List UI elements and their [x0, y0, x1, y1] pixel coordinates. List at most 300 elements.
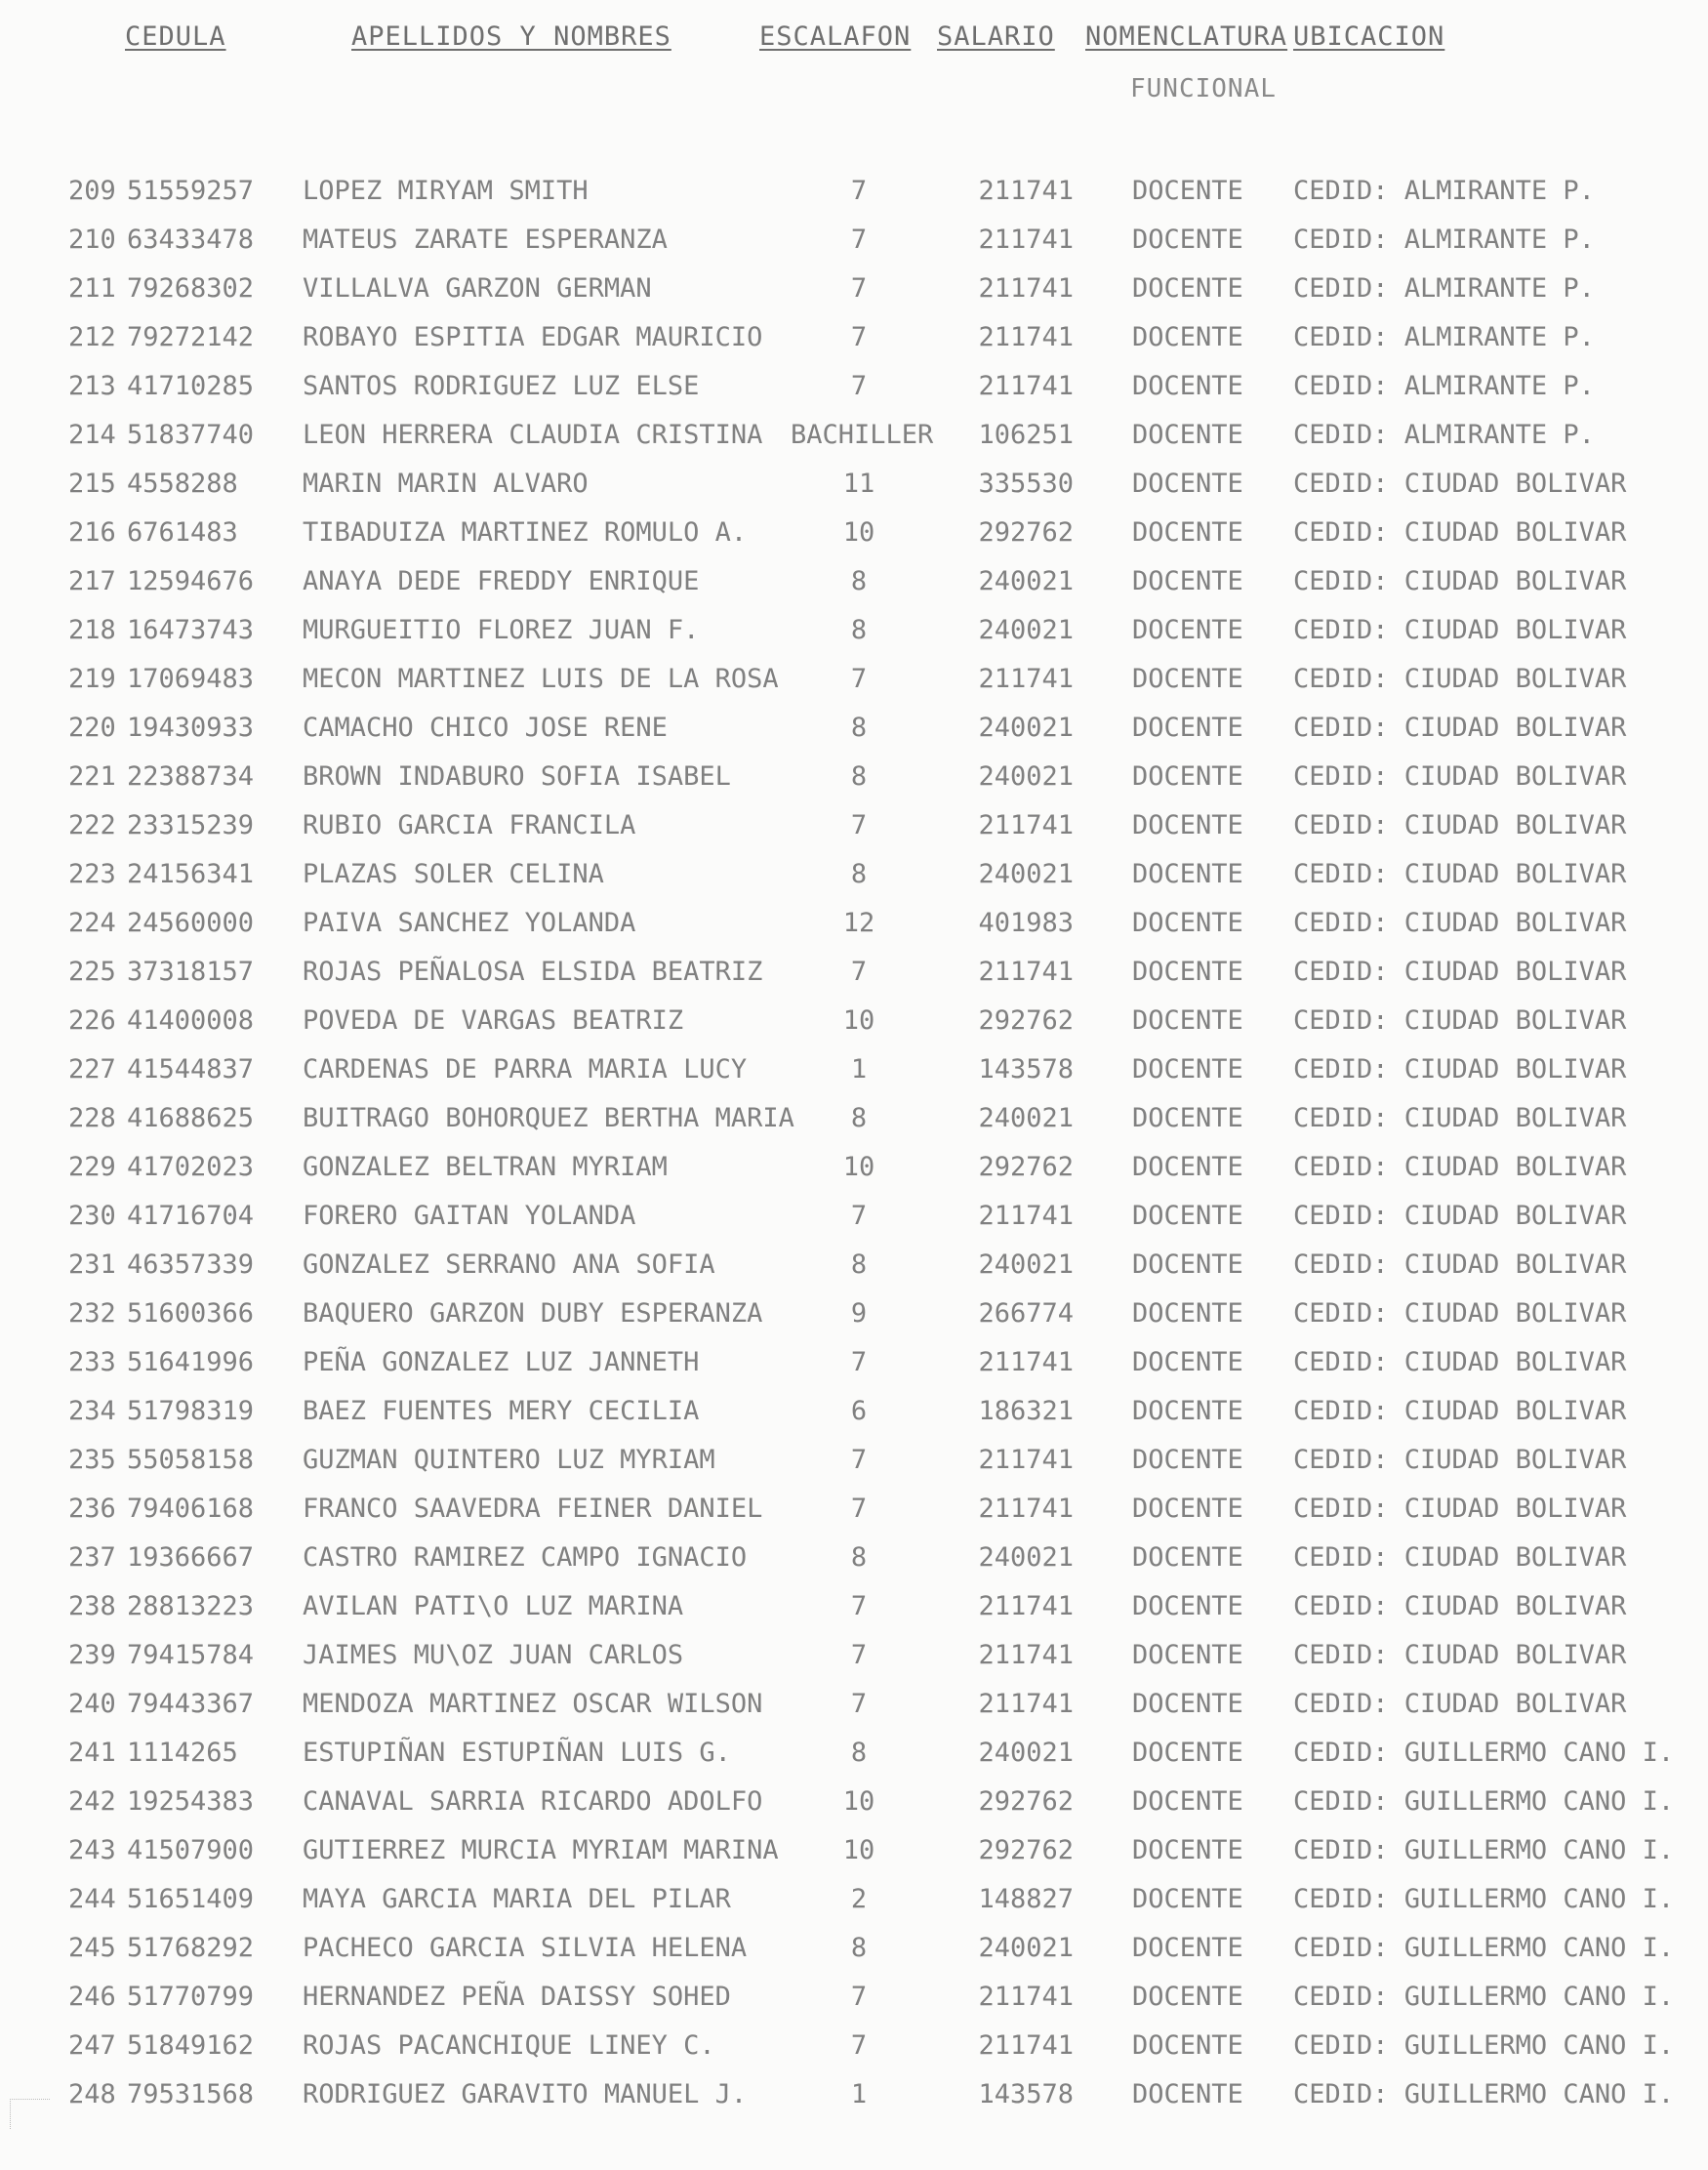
table-row	[0, 802, 1708, 851]
cedula-cell: 51600366	[127, 1298, 255, 1329]
record-number: 231	[68, 1249, 116, 1280]
escalafon-cell: 8	[850, 761, 868, 792]
table-row	[0, 1290, 1708, 1339]
record-number: 213	[68, 371, 116, 401]
salario-cell: 292762	[978, 517, 1074, 548]
ubicacion-cell: CEDID: CIUDAD BOLIVAR	[1293, 1054, 1627, 1085]
cedula-cell: 79531568	[127, 2079, 255, 2109]
salario-cell: 211741	[978, 273, 1074, 304]
record-number: 214	[68, 420, 116, 450]
escalafon-cell: 7	[850, 176, 868, 206]
cedula-cell: 79272142	[127, 322, 255, 352]
cedula-cell: 19366667	[127, 1542, 255, 1573]
escalafon-cell: 10	[842, 517, 875, 548]
nomenclatura-cell: DOCENTE	[1132, 1884, 1243, 1914]
ubicacion-cell: CEDID: CIUDAD BOLIVAR	[1293, 1005, 1627, 1036]
cedula-cell: 24156341	[127, 859, 255, 889]
ubicacion-cell: CEDID: ALMIRANTE P.	[1293, 225, 1595, 255]
nomenclatura-cell: DOCENTE	[1132, 1347, 1243, 1377]
name-cell: BROWN INDABURO SOFIA ISABEL	[303, 761, 731, 792]
record-number: 236	[68, 1494, 116, 1524]
salario-cell: 292762	[978, 1152, 1074, 1182]
name-cell: MARIN MARIN ALVARO	[303, 469, 589, 499]
salario-cell: 211741	[978, 1445, 1074, 1475]
table-row	[0, 949, 1708, 998]
salario-cell: 292762	[978, 1786, 1074, 1817]
table-row	[0, 1876, 1708, 1925]
ubicacion-cell: CEDID: CIUDAD BOLIVAR	[1293, 1640, 1627, 1670]
cedula-cell: 79268302	[127, 273, 255, 304]
nomenclatura-cell: DOCENTE	[1132, 322, 1243, 352]
subheader-funcional: FUNCIONAL	[1130, 74, 1277, 103]
ubicacion-cell: CEDID: ALMIRANTE P.	[1293, 176, 1595, 206]
ubicacion-cell: CEDID: CIUDAD BOLIVAR	[1293, 517, 1627, 548]
table-row	[0, 1388, 1708, 1437]
name-cell: GUZMAN QUINTERO LUZ MYRIAM	[303, 1445, 715, 1475]
salario-cell: 186321	[978, 1396, 1074, 1426]
escalafon-cell: 7	[850, 1445, 868, 1475]
ubicacion-cell: CEDID: ALMIRANTE P.	[1293, 371, 1595, 401]
salario-cell: 240021	[978, 1103, 1074, 1133]
salario-cell: 266774	[978, 1298, 1074, 1329]
cedula-cell: 4558288	[127, 469, 238, 499]
name-cell: RUBIO GARCIA FRANCILA	[303, 810, 636, 840]
record-number: 212	[68, 322, 116, 352]
record-number: 228	[68, 1103, 116, 1133]
table-row	[0, 1095, 1708, 1144]
ubicacion-cell: CEDID: GUILLERMO CANO I.	[1293, 1738, 1675, 1768]
header-escalafon: ESCALAFON	[759, 21, 912, 52]
ubicacion-cell: CEDID: CIUDAD BOLIVAR	[1293, 1396, 1627, 1426]
record-number: 222	[68, 810, 116, 840]
salario-cell: 240021	[978, 859, 1074, 889]
table-row	[0, 363, 1708, 412]
name-cell: FRANCO SAAVEDRA FEINER DANIEL	[303, 1494, 763, 1524]
nomenclatura-cell: DOCENTE	[1132, 1445, 1243, 1475]
escalafon-cell: 7	[850, 1201, 868, 1231]
table-row	[0, 1583, 1708, 1632]
name-cell: PLAZAS SOLER CELINA	[303, 859, 604, 889]
record-number: 245	[68, 1933, 116, 1963]
salario-cell: 292762	[978, 1005, 1074, 1036]
record-number: 221	[68, 761, 116, 792]
table-row	[0, 656, 1708, 705]
name-cell: CARDENAS DE PARRA MARIA LUCY	[303, 1054, 748, 1085]
cedula-cell: 17069483	[127, 664, 255, 694]
salario-cell: 335530	[978, 469, 1074, 499]
cedula-cell: 51559257	[127, 176, 255, 206]
nomenclatura-cell: DOCENTE	[1132, 1933, 1243, 1963]
ubicacion-cell: CEDID: CIUDAD BOLIVAR	[1293, 1103, 1627, 1133]
salario-cell: 240021	[978, 1738, 1074, 1768]
nomenclatura-cell: DOCENTE	[1132, 664, 1243, 694]
nomenclatura-cell: DOCENTE	[1132, 1152, 1243, 1182]
cedula-cell: 41688625	[127, 1103, 255, 1133]
escalafon-cell: 8	[850, 713, 868, 743]
record-number: 217	[68, 566, 116, 596]
salario-cell: 240021	[978, 615, 1074, 645]
salario-cell: 211741	[978, 1640, 1074, 1670]
record-number: 215	[68, 469, 116, 499]
salario-cell: 148827	[978, 1884, 1074, 1914]
name-cell: GONZALEZ SERRANO ANA SOFIA	[303, 1249, 715, 1280]
record-number: 243	[68, 1835, 116, 1865]
cedula-cell: 28813223	[127, 1591, 255, 1621]
name-cell: JAIMES MU\OZ JUAN CARLOS	[303, 1640, 684, 1670]
table-row	[0, 851, 1708, 900]
table-row	[0, 754, 1708, 802]
ubicacion-cell: CEDID: GUILLERMO CANO I.	[1293, 1786, 1675, 1817]
escalafon-cell: 1	[850, 1054, 868, 1085]
salario-cell: 211741	[978, 664, 1074, 694]
name-cell: ROJAS PEÑALOSA ELSIDA BEATRIZ	[303, 957, 763, 987]
header-ubicacion: UBICACION	[1293, 21, 1445, 52]
header-cedula: CEDULA	[125, 21, 226, 52]
escalafon-cell: 7	[850, 1689, 868, 1719]
cedula-cell: 23315239	[127, 810, 255, 840]
name-cell: BAEZ FUENTES MERY CECILIA	[303, 1396, 700, 1426]
escalafon-cell: 7	[850, 1640, 868, 1670]
nomenclatura-cell: DOCENTE	[1132, 1298, 1243, 1329]
name-cell: GUTIERREZ MURCIA MYRIAM MARINA	[303, 1835, 779, 1865]
escalafon-cell: 8	[850, 1738, 868, 1768]
name-cell: POVEDA DE VARGAS BEATRIZ	[303, 1005, 684, 1036]
table-row	[0, 1486, 1708, 1535]
table-row	[0, 217, 1708, 266]
table-row	[0, 1242, 1708, 1290]
ubicacion-cell: CEDID: ALMIRANTE P.	[1293, 420, 1595, 450]
cedula-cell: 12594676	[127, 566, 255, 596]
cedula-cell: 41544837	[127, 1054, 255, 1085]
name-cell: TIBADUIZA MARTINEZ ROMULO A.	[303, 517, 748, 548]
salario-cell: 143578	[978, 1054, 1074, 1085]
record-number: 241	[68, 1738, 116, 1768]
table-row	[0, 1632, 1708, 1681]
record-number: 218	[68, 615, 116, 645]
ubicacion-cell: CEDID: CIUDAD BOLIVAR	[1293, 1591, 1627, 1621]
nomenclatura-cell: DOCENTE	[1132, 1835, 1243, 1865]
record-number: 246	[68, 1982, 116, 2012]
ubicacion-cell: CEDID: CIUDAD BOLIVAR	[1293, 859, 1627, 889]
record-number: 225	[68, 957, 116, 987]
name-cell: GONZALEZ BELTRAN MYRIAM	[303, 1152, 668, 1182]
name-cell: PAIVA SANCHEZ YOLANDA	[303, 908, 636, 938]
name-cell: LEON HERRERA CLAUDIA CRISTINA	[303, 420, 763, 450]
name-cell: SANTOS RODRIGUEZ LUZ ELSE	[303, 371, 700, 401]
cedula-cell: 24560000	[127, 908, 255, 938]
escalafon-cell: 7	[850, 371, 868, 401]
record-number: 223	[68, 859, 116, 889]
name-cell: ESTUPIÑAN ESTUPIÑAN LUIS G.	[303, 1738, 731, 1768]
salario-cell: 211741	[978, 957, 1074, 987]
name-cell: VILLALVA GARZON GERMAN	[303, 273, 652, 304]
record-number: 237	[68, 1542, 116, 1573]
cedula-cell: 41710285	[127, 371, 255, 401]
escalafon-cell: 8	[850, 566, 868, 596]
record-number: 227	[68, 1054, 116, 1085]
escalafon-cell: 10	[842, 1786, 875, 1817]
name-cell: BAQUERO GARZON DUBY ESPERANZA	[303, 1298, 763, 1329]
escalafon-cell: 7	[850, 322, 868, 352]
ubicacion-cell: CEDID: CIUDAD BOLIVAR	[1293, 1445, 1627, 1475]
table-row	[0, 2023, 1708, 2071]
escalafon-cell: 8	[850, 1933, 868, 1963]
escalafon-cell: 8	[850, 1249, 868, 1280]
escalafon-cell: 12	[842, 908, 875, 938]
name-cell: CASTRO RAMIREZ CAMPO IGNACIO	[303, 1542, 748, 1573]
escalafon-cell: 7	[850, 1494, 868, 1524]
ubicacion-cell: CEDID: CIUDAD BOLIVAR	[1293, 1542, 1627, 1573]
nomenclatura-cell: DOCENTE	[1132, 1640, 1243, 1670]
cedula-cell: 51798319	[127, 1396, 255, 1426]
nomenclatura-cell: DOCENTE	[1132, 713, 1243, 743]
table-row	[0, 558, 1708, 607]
scan-artifact	[10, 2099, 50, 2129]
record-number: 244	[68, 1884, 116, 1914]
nomenclatura-cell: DOCENTE	[1132, 908, 1243, 938]
ubicacion-cell: CEDID: CIUDAD BOLIVAR	[1293, 469, 1627, 499]
table-row	[0, 2071, 1708, 2120]
nomenclatura-cell: DOCENTE	[1132, 1591, 1243, 1621]
ubicacion-cell: CEDID: GUILLERMO CANO I.	[1293, 1884, 1675, 1914]
nomenclatura-cell: DOCENTE	[1132, 176, 1243, 206]
salario-cell: 211741	[978, 1347, 1074, 1377]
name-cell: ANAYA DEDE FREDDY ENRIQUE	[303, 566, 700, 596]
cedula-cell: 22388734	[127, 761, 255, 792]
ubicacion-cell: CEDID: CIUDAD BOLIVAR	[1293, 713, 1627, 743]
ubicacion-cell: CEDID: GUILLERMO CANO I.	[1293, 2030, 1675, 2061]
salario-cell: 401983	[978, 908, 1074, 938]
record-number: 242	[68, 1786, 116, 1817]
table-row	[0, 1339, 1708, 1388]
name-cell: HERNANDEZ PEÑA DAISSY SOHED	[303, 1982, 731, 2012]
ubicacion-cell: CEDID: CIUDAD BOLIVAR	[1293, 1494, 1627, 1524]
salario-cell: 211741	[978, 1201, 1074, 1231]
record-number: 210	[68, 225, 116, 255]
record-number: 224	[68, 908, 116, 938]
cedula-cell: 37318157	[127, 957, 255, 987]
salario-cell: 211741	[978, 225, 1074, 255]
table-row	[0, 1681, 1708, 1730]
name-cell: ROJAS PACANCHIQUE LINEY C.	[303, 2030, 715, 2061]
cedula-cell: 51837740	[127, 420, 255, 450]
escalafon-cell: 7	[850, 957, 868, 987]
name-cell: MATEUS ZARATE ESPERANZA	[303, 225, 668, 255]
name-cell: ROBAYO ESPITIA EDGAR MAURICIO	[303, 322, 763, 352]
name-cell: BUITRAGO BOHORQUEZ BERTHA MARIA	[303, 1103, 794, 1133]
record-number: 219	[68, 664, 116, 694]
nomenclatura-cell: DOCENTE	[1132, 225, 1243, 255]
salario-cell: 211741	[978, 176, 1074, 206]
name-cell: PEÑA GONZALEZ LUZ JANNETH	[303, 1347, 700, 1377]
nomenclatura-cell: DOCENTE	[1132, 1738, 1243, 1768]
ubicacion-cell: CEDID: CIUDAD BOLIVAR	[1293, 1689, 1627, 1719]
escalafon-cell: 7	[850, 664, 868, 694]
cedula-cell: 79443367	[127, 1689, 255, 1719]
cedula-cell: 41507900	[127, 1835, 255, 1865]
ubicacion-cell: CEDID: CIUDAD BOLIVAR	[1293, 810, 1627, 840]
escalafon-cell: 8	[850, 1103, 868, 1133]
nomenclatura-cell: DOCENTE	[1132, 1054, 1243, 1085]
cedula-cell: 16473743	[127, 615, 255, 645]
escalafon-cell: 10	[842, 1005, 875, 1036]
nomenclatura-cell: DOCENTE	[1132, 273, 1243, 304]
escalafon-cell: 10	[842, 1835, 875, 1865]
record-number: 226	[68, 1005, 116, 1036]
record-number: 247	[68, 2030, 116, 2061]
table-row	[0, 1827, 1708, 1876]
salario-cell: 211741	[978, 810, 1074, 840]
page-corner-mark	[45, 0, 162, 8]
cedula-cell: 41400008	[127, 1005, 255, 1036]
escalafon-cell: 7	[850, 2030, 868, 2061]
nomenclatura-cell: DOCENTE	[1132, 1542, 1243, 1573]
salario-cell: 240021	[978, 1249, 1074, 1280]
table-row	[0, 900, 1708, 949]
record-list	[0, 168, 1708, 2120]
escalafon-cell: 2	[850, 1884, 868, 1914]
nomenclatura-cell: DOCENTE	[1132, 810, 1243, 840]
cedula-cell: 19254383	[127, 1786, 255, 1817]
name-cell: MECON MARTINEZ LUIS DE LA ROSA	[303, 664, 779, 694]
table-row	[0, 412, 1708, 461]
table-row	[0, 1193, 1708, 1242]
cedula-cell: 19430933	[127, 713, 255, 743]
salario-cell: 240021	[978, 761, 1074, 792]
nomenclatura-cell: DOCENTE	[1132, 371, 1243, 401]
cedula-cell: 41716704	[127, 1201, 255, 1231]
nomenclatura-cell: DOCENTE	[1132, 420, 1243, 450]
nomenclatura-cell: DOCENTE	[1132, 1982, 1243, 2012]
cedula-cell: 63433478	[127, 225, 255, 255]
table-row	[0, 998, 1708, 1046]
cedula-cell: 46357339	[127, 1249, 255, 1280]
escalafon-cell: 7	[850, 1347, 868, 1377]
escalafon-cell: 7	[850, 225, 868, 255]
cedula-cell: 79415784	[127, 1640, 255, 1670]
name-cell: FORERO GAITAN YOLANDA	[303, 1201, 636, 1231]
salario-cell: 211741	[978, 1591, 1074, 1621]
nomenclatura-cell: DOCENTE	[1132, 517, 1243, 548]
escalafon-cell: 9	[850, 1298, 868, 1329]
table-row	[0, 1779, 1708, 1827]
ubicacion-cell: CEDID: CIUDAD BOLIVAR	[1293, 1298, 1627, 1329]
salario-cell: 211741	[978, 322, 1074, 352]
table-row	[0, 266, 1708, 314]
name-cell: AVILAN PATI\O LUZ MARINA	[303, 1591, 684, 1621]
cedula-cell: 51768292	[127, 1933, 255, 1963]
escalafon-cell: 10	[842, 1152, 875, 1182]
escalafon-cell: 6	[850, 1396, 868, 1426]
ubicacion-cell: CEDID: CIUDAD BOLIVAR	[1293, 1152, 1627, 1182]
table-row	[0, 1535, 1708, 1583]
record-number: 220	[68, 713, 116, 743]
table-row	[0, 314, 1708, 363]
escalafon-cell: 8	[850, 615, 868, 645]
salario-cell: 240021	[978, 1933, 1074, 1963]
header-salario: SALARIO	[937, 21, 1055, 52]
record-number: 230	[68, 1201, 116, 1231]
nomenclatura-cell: DOCENTE	[1132, 615, 1243, 645]
ubicacion-cell: CEDID: CIUDAD BOLIVAR	[1293, 1249, 1627, 1280]
record-number: 248	[68, 2079, 116, 2109]
table-row	[0, 1046, 1708, 1095]
name-cell: MENDOZA MARTINEZ OSCAR WILSON	[303, 1689, 763, 1719]
record-number: 229	[68, 1152, 116, 1182]
nomenclatura-cell: DOCENTE	[1132, 1249, 1243, 1280]
salario-cell: 240021	[978, 713, 1074, 743]
name-cell: RODRIGUEZ GARAVITO MANUEL J.	[303, 2079, 748, 2109]
ubicacion-cell: CEDID: CIUDAD BOLIVAR	[1293, 957, 1627, 987]
ubicacion-cell: CEDID: CIUDAD BOLIVAR	[1293, 664, 1627, 694]
ubicacion-cell: CEDID: GUILLERMO CANO I.	[1293, 1933, 1675, 1963]
escalafon-cell: BACHILLER	[791, 420, 934, 450]
ubicacion-cell: CEDID: CIUDAD BOLIVAR	[1293, 615, 1627, 645]
record-number: 232	[68, 1298, 116, 1329]
salario-cell: 240021	[978, 566, 1074, 596]
table-row	[0, 705, 1708, 754]
ubicacion-cell: CEDID: GUILLERMO CANO I.	[1293, 1835, 1675, 1865]
table-row	[0, 1437, 1708, 1486]
nomenclatura-cell: DOCENTE	[1132, 761, 1243, 792]
header-nomenclatura: NOMENCLATURA	[1085, 21, 1288, 52]
cedula-cell: 79406168	[127, 1494, 255, 1524]
name-cell: MAYA GARCIA MARIA DEL PILAR	[303, 1884, 731, 1914]
escalafon-cell: 8	[850, 859, 868, 889]
cedula-cell: 51770799	[127, 1982, 255, 2012]
salario-cell: 292762	[978, 1835, 1074, 1865]
ubicacion-cell: CEDID: ALMIRANTE P.	[1293, 322, 1595, 352]
nomenclatura-cell: DOCENTE	[1132, 1103, 1243, 1133]
nomenclatura-cell: DOCENTE	[1132, 957, 1243, 987]
escalafon-cell: 11	[842, 469, 875, 499]
salario-cell: 143578	[978, 2079, 1074, 2109]
table-row	[0, 1974, 1708, 2023]
nomenclatura-cell: DOCENTE	[1132, 1396, 1243, 1426]
nomenclatura-cell: DOCENTE	[1132, 1494, 1243, 1524]
salario-cell: 211741	[978, 1982, 1074, 2012]
nomenclatura-cell: DOCENTE	[1132, 1201, 1243, 1231]
record-number: 238	[68, 1591, 116, 1621]
table-row	[0, 1144, 1708, 1193]
nomenclatura-cell: DOCENTE	[1132, 469, 1243, 499]
ubicacion-cell: CEDID: GUILLERMO CANO I.	[1293, 1982, 1675, 2012]
escalafon-cell: 8	[850, 1542, 868, 1573]
table-row	[0, 1925, 1708, 1974]
nomenclatura-cell: DOCENTE	[1132, 2079, 1243, 2109]
record-number: 211	[68, 273, 116, 304]
table-row	[0, 168, 1708, 217]
name-cell: CAMACHO CHICO JOSE RENE	[303, 713, 668, 743]
salario-cell: 211741	[978, 1689, 1074, 1719]
nomenclatura-cell: DOCENTE	[1132, 1689, 1243, 1719]
cedula-cell: 51849162	[127, 2030, 255, 2061]
record-number: 209	[68, 176, 116, 206]
ubicacion-cell: CEDID: CIUDAD BOLIVAR	[1293, 1347, 1627, 1377]
record-number: 233	[68, 1347, 116, 1377]
ubicacion-cell: CEDID: CIUDAD BOLIVAR	[1293, 1201, 1627, 1231]
cedula-cell: 1114265	[127, 1738, 238, 1768]
salario-cell: 211741	[978, 1494, 1074, 1524]
cedula-cell: 51651409	[127, 1884, 255, 1914]
ubicacion-cell: CEDID: GUILLERMO CANO I.	[1293, 2079, 1675, 2109]
table-row	[0, 607, 1708, 656]
name-cell: CANAVAL SARRIA RICARDO ADOLFO	[303, 1786, 763, 1817]
escalafon-cell: 7	[850, 810, 868, 840]
cedula-cell: 51641996	[127, 1347, 255, 1377]
salario-cell: 240021	[978, 1542, 1074, 1573]
name-cell: PACHECO GARCIA SILVIA HELENA	[303, 1933, 748, 1963]
